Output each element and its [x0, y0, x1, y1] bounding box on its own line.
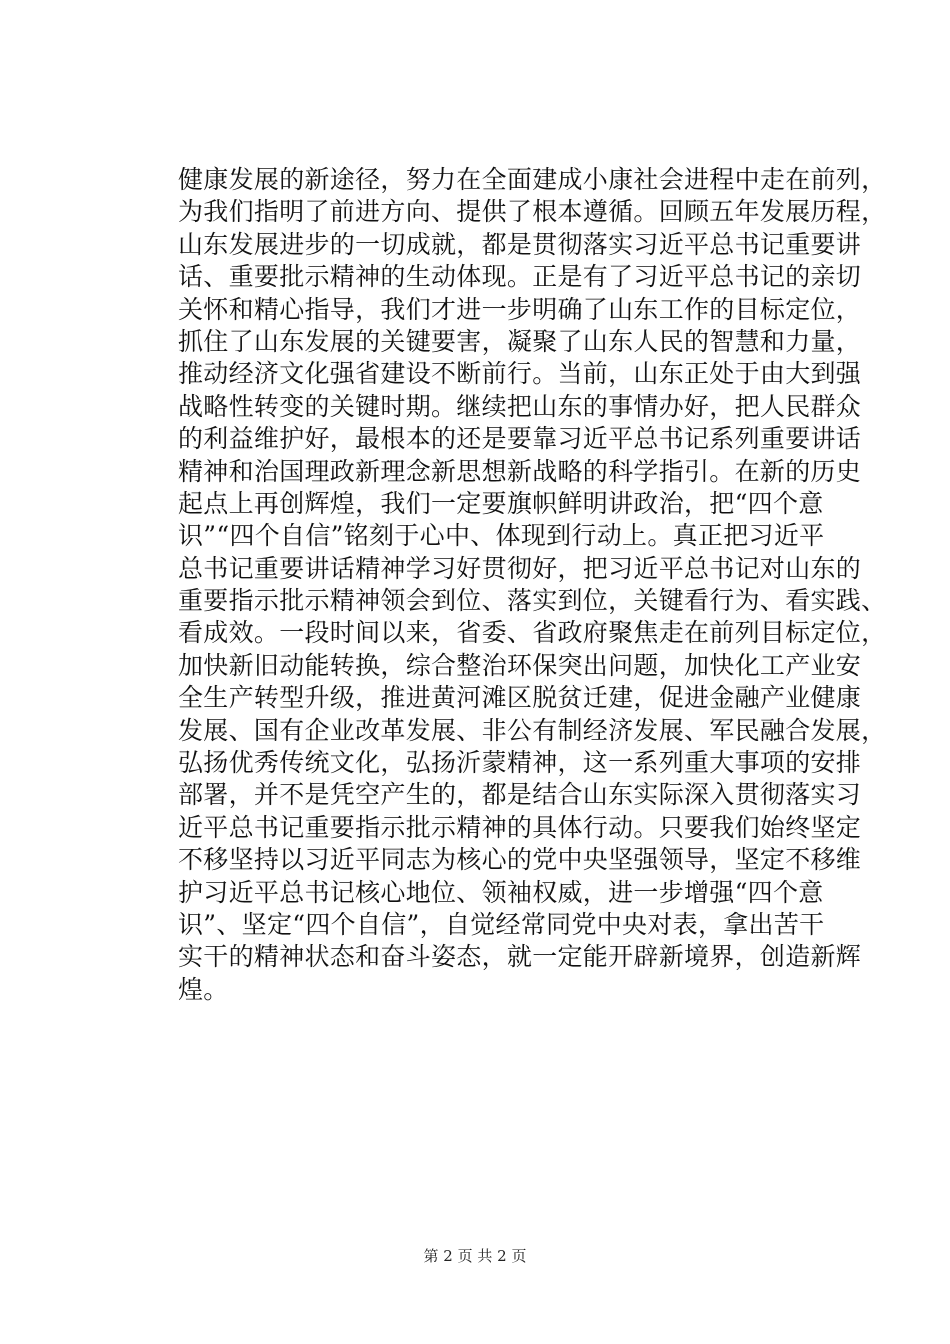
page-footer: 第 2 页 共 2 页 [423, 1247, 527, 1265]
text-line: 的利益维护好，最根本的还是要靠习近平总书记系列重要讲话 [178, 424, 862, 454]
text-line: 弘扬优秀传统文化，弘扬沂蒙精神，这一系列重大事项的安排 [178, 748, 862, 778]
text-line: 重要指示批示精神领会到位、落实到位，关键看行为、看实践、 [178, 586, 887, 616]
text-line: 不移坚持以习近平同志为核心的党中央坚强领导，坚定不移维 [178, 845, 862, 875]
text-line: 山东发展进步的一切成就，都是贯彻落实习近平总书记重要讲 [178, 229, 862, 259]
text-line: 实干的精神状态和奋斗姿态，就一定能开辟新境界，创造新辉 [178, 942, 862, 972]
text-line: 发展、国有企业改革发展、非公有制经济发展、军民融合发展， [178, 715, 887, 745]
body-paragraph [178, 164, 887, 1006]
text-line: 为我们指明了前进方向、提供了根本遵循。回顾五年发展历程， [178, 197, 887, 227]
text-line: 话、重要批示精神的生动体现。正是有了习近平总书记的亲切 [178, 262, 862, 292]
text-line: 护习近平总书记核心地位、领袖权威，进一步增强“四个意 [178, 877, 824, 907]
text-line: 全生产转型升级，推进黄河滩区脱贫迁建，促进金融产业健康 [178, 683, 862, 713]
text-line: 部署，并不是凭空产生的，都是结合山东实际深入贯彻落实习 [178, 780, 862, 810]
text-line: 关怀和精心指导，我们才进一步明确了山东工作的目标定位， [178, 294, 862, 324]
text-line: 煌。 [178, 974, 229, 1004]
text-line: 近平总书记重要指示批示精神的具体行动。只要我们始终坚定 [178, 812, 862, 842]
text-line: 战略性转变的关键时期。继续把山东的事情办好，把人民群众 [178, 391, 862, 421]
text-line: 识”、坚定“四个自信”，自觉经常同党中央对表，拿出苦干 [178, 909, 825, 939]
text-line: 识”“四个自信”铭刻于心中、体现到行动上。真正把习近平 [178, 521, 825, 551]
text-line: 抓住了山东发展的关键要害，凝聚了山东人民的智慧和力量， [178, 326, 862, 356]
text-line: 起点上再创辉煌，我们一定要旗帜鲜明讲政治，把“四个意 [178, 488, 824, 518]
text-line: 加快新旧动能转换，综合整治环保突出问题，加快化工产业安 [178, 650, 862, 680]
text-line: 精神和治国理政新理念新思想新战略的科学指引。在新的历史 [178, 456, 862, 486]
text-line: 推动经济文化强省建设不断前行。当前，山东正处于由大到强 [178, 359, 862, 389]
text-line: 总书记重要讲话精神学习好贯彻好，把习近平总书记对山东的 [178, 553, 862, 583]
text-line: 看成效。一段时间以来，省委、省政府聚焦走在前列目标定位， [178, 618, 887, 648]
text-line: 健康发展的新途径，努力在全面建成小康社会进程中走在前列， [178, 165, 887, 194]
